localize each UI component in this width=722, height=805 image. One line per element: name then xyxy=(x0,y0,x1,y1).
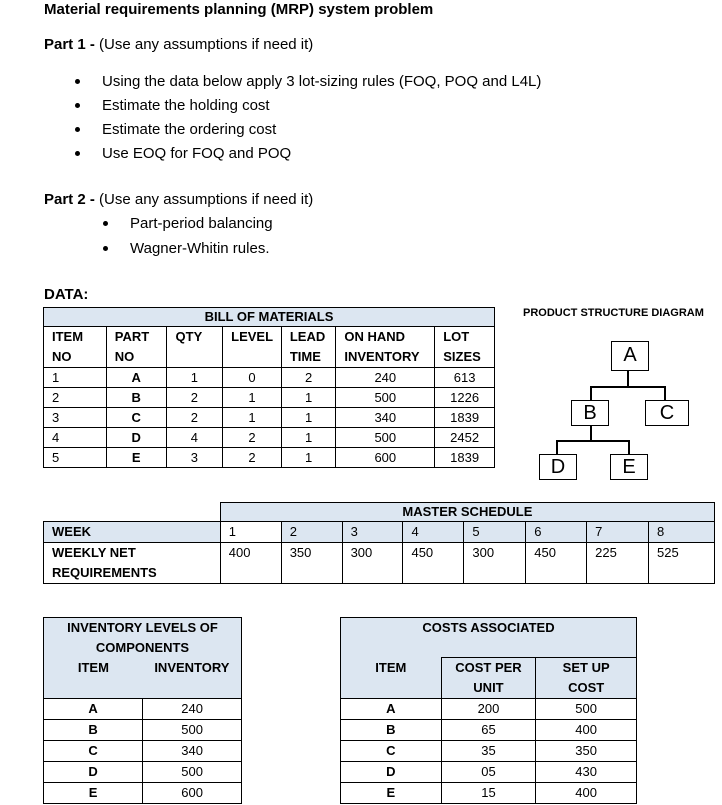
bom-header-lead: TIME xyxy=(289,349,321,364)
connector-line xyxy=(590,386,666,388)
inventory-title: COMPONENTS xyxy=(95,640,190,655)
costs-item-cell: A xyxy=(341,699,442,720)
bom-header-item: ITEM xyxy=(52,329,84,344)
bom-qty-cell: 2 xyxy=(166,408,223,428)
costs-setup-cell: 400 xyxy=(536,783,637,804)
bom-level-cell: 0 xyxy=(223,368,282,388)
inventory-title: INVENTORY LEVELS OF xyxy=(67,620,218,635)
bom-part-cell: B xyxy=(106,388,166,408)
bom-onhand-cell: 340 xyxy=(336,408,435,428)
bom-header-lot: LOT xyxy=(443,329,470,344)
bom-level-cell: 1 xyxy=(223,388,282,408)
part2-note: (Use any assumptions if need it) xyxy=(99,191,314,208)
connector-line xyxy=(556,440,630,442)
master-schedule-table xyxy=(43,502,715,584)
part1-bullet: Using the data below apply 3 lot-sizing rules (FOQ, POQ and L4L) xyxy=(102,73,542,90)
week-cell: 3 xyxy=(342,522,403,543)
table-row xyxy=(44,388,495,408)
bom-item-cell: 2 xyxy=(44,388,107,408)
bom-lot-cell: 2452 xyxy=(435,428,495,448)
node-d: D xyxy=(539,454,577,480)
bom-lead-cell: 1 xyxy=(281,448,336,468)
bom-table xyxy=(43,307,495,468)
inventory-header-inv: INVENTORY xyxy=(143,658,242,698)
part2-label: Part 2 - xyxy=(44,191,95,208)
bom-title: BILL OF MATERIALS xyxy=(44,308,495,327)
bom-qty-cell: 1 xyxy=(166,368,223,388)
bom-item-cell: 5 xyxy=(44,448,107,468)
table-row xyxy=(44,368,495,388)
bom-qty-cell: 2 xyxy=(166,388,223,408)
part1-bullet: Estimate the ordering cost xyxy=(102,121,277,138)
table-row xyxy=(44,782,242,803)
table-row xyxy=(44,740,242,761)
inventory-item-cell: D xyxy=(44,761,143,782)
table-row xyxy=(341,720,637,741)
week-cell: 4 xyxy=(403,522,464,543)
inventory-item-cell: B xyxy=(44,719,143,740)
table-row xyxy=(44,719,242,740)
bom-lot-cell: 1839 xyxy=(435,448,495,468)
week-cell: 7 xyxy=(587,522,649,543)
table-row xyxy=(341,699,637,720)
week-cell: 2 xyxy=(281,522,342,543)
part1-label: Part 1 - xyxy=(44,36,95,53)
costs-setup-cell: 430 xyxy=(536,762,637,783)
bom-header-level: LEVEL xyxy=(231,329,274,344)
bullet-icon xyxy=(103,246,108,251)
table-row xyxy=(44,698,242,719)
costs-unit-cell: 05 xyxy=(441,762,536,783)
costs-item-cell: E xyxy=(341,783,442,804)
bom-header-lot: SIZES xyxy=(443,349,481,364)
inventory-item-cell: A xyxy=(44,698,143,719)
bom-header-qty: QTY xyxy=(175,329,203,344)
structure-title: PRODUCT STRUCTURE DIAGRAM xyxy=(523,307,704,319)
bom-lot-cell: 1226 xyxy=(435,388,495,408)
bom-header-onhand: INVENTORY xyxy=(344,349,420,364)
part2-heading xyxy=(44,191,313,209)
inventory-value-cell: 340 xyxy=(143,740,242,761)
bom-lead-cell: 1 xyxy=(281,408,336,428)
node-b: B xyxy=(571,400,609,426)
inventory-value-cell: 500 xyxy=(143,719,242,740)
connector-line xyxy=(627,371,629,387)
table-row xyxy=(44,408,495,428)
part2-bullet: Part-period balancing xyxy=(130,215,273,232)
bom-header-item: NO xyxy=(52,349,72,364)
bom-item-cell: 4 xyxy=(44,428,107,448)
bom-part-cell: C xyxy=(106,408,166,428)
bom-header-onhand: ON HAND xyxy=(344,329,406,344)
req-cell: 300 xyxy=(464,543,526,584)
week-cell: 6 xyxy=(526,522,587,543)
req-cell: 450 xyxy=(403,543,464,584)
week-label: WEEK xyxy=(44,522,221,543)
req-cell: 400 xyxy=(220,543,281,584)
connector-line xyxy=(664,386,666,400)
inventory-item-cell: C xyxy=(44,740,143,761)
bom-onhand-cell: 600 xyxy=(336,448,435,468)
bom-onhand-cell: 240 xyxy=(336,368,435,388)
bullet-icon xyxy=(75,151,80,156)
connector-line xyxy=(590,386,592,400)
costs-header-setup: SET UP xyxy=(562,660,610,675)
inventory-value-cell: 500 xyxy=(143,761,242,782)
costs-table xyxy=(340,617,637,804)
week-cell: 1 xyxy=(220,522,281,543)
inventory-header-item: ITEM xyxy=(44,658,143,698)
bom-level-cell: 2 xyxy=(223,428,282,448)
bom-level-cell: 2 xyxy=(223,448,282,468)
bom-part-cell: A xyxy=(106,368,166,388)
data-label: DATA: xyxy=(44,286,89,303)
week-cell: 8 xyxy=(649,522,715,543)
bullet-icon xyxy=(75,103,80,108)
table-row xyxy=(44,448,495,468)
req-label: WEEKLY NET xyxy=(52,545,136,560)
table-row xyxy=(341,741,637,762)
connector-line xyxy=(628,440,630,454)
inventory-value-cell: 240 xyxy=(143,698,242,719)
costs-title: COSTS ASSOCIATED xyxy=(341,618,637,658)
inventory-value-cell: 600 xyxy=(143,782,242,803)
page-title: Material requirements planning (MRP) system problem xyxy=(44,1,434,18)
bom-item-cell: 1 xyxy=(44,368,107,388)
bom-part-cell: E xyxy=(106,448,166,468)
part2-bullet: Wagner-Whitin rules. xyxy=(130,240,270,257)
bom-qty-cell: 4 xyxy=(166,428,223,448)
bom-part-cell: D xyxy=(106,428,166,448)
costs-setup-cell: 400 xyxy=(536,720,637,741)
costs-setup-cell: 500 xyxy=(536,699,637,720)
bullet-icon xyxy=(103,221,108,226)
bom-qty-cell: 3 xyxy=(166,448,223,468)
week-cell: 5 xyxy=(464,522,526,543)
part1-note: (Use any assumptions if need it) xyxy=(99,36,314,53)
bom-header-part: PART xyxy=(114,329,150,344)
costs-header-setup: COST xyxy=(568,680,605,695)
costs-header-cost: UNIT xyxy=(473,680,504,695)
costs-unit-cell: 35 xyxy=(441,741,536,762)
bom-onhand-cell: 500 xyxy=(336,388,435,408)
req-cell: 225 xyxy=(587,543,649,584)
req-cell: 450 xyxy=(526,543,587,584)
costs-unit-cell: 65 xyxy=(441,720,536,741)
bom-lead-cell: 1 xyxy=(281,388,336,408)
bom-lead-cell: 2 xyxy=(281,368,336,388)
costs-item-cell: C xyxy=(341,741,442,762)
costs-unit-cell: 15 xyxy=(441,783,536,804)
bom-header-part: NO xyxy=(114,349,135,364)
req-label: REQUIREMENTS xyxy=(52,565,157,580)
costs-header-item: ITEM xyxy=(341,658,442,699)
bullet-icon xyxy=(75,79,80,84)
connector-line xyxy=(556,440,558,454)
bom-level-cell: 1 xyxy=(223,408,282,428)
req-cell: 300 xyxy=(342,543,403,584)
part1-bullet: Estimate the holding cost xyxy=(102,97,270,114)
bom-lot-cell: 1839 xyxy=(435,408,495,428)
part1-bullet: Use EOQ for FOQ and POQ xyxy=(102,145,292,162)
node-e: E xyxy=(610,454,648,480)
bullet-icon xyxy=(75,127,80,132)
bom-lot-cell: 613 xyxy=(435,368,495,388)
bom-header-lead: LEAD xyxy=(289,329,326,344)
costs-unit-cell: 200 xyxy=(441,699,536,720)
bom-item-cell: 3 xyxy=(44,408,107,428)
costs-item-cell: D xyxy=(341,762,442,783)
bom-lead-cell: 1 xyxy=(281,428,336,448)
table-row xyxy=(341,783,637,804)
part1-heading xyxy=(44,36,313,54)
costs-item-cell: B xyxy=(341,720,442,741)
master-title: MASTER SCHEDULE xyxy=(220,503,714,522)
costs-setup-cell: 350 xyxy=(536,741,637,762)
costs-header-cost: COST PER xyxy=(455,660,522,675)
table-row xyxy=(341,762,637,783)
node-a: A xyxy=(611,341,649,371)
table-row xyxy=(44,761,242,782)
inventory-table xyxy=(43,617,242,804)
inventory-item-cell: E xyxy=(44,782,143,803)
req-cell: 350 xyxy=(281,543,342,584)
node-c: C xyxy=(645,400,689,426)
req-cell: 525 xyxy=(649,543,715,584)
connector-line xyxy=(590,426,592,441)
table-row xyxy=(44,428,495,448)
bom-onhand-cell: 500 xyxy=(336,428,435,448)
